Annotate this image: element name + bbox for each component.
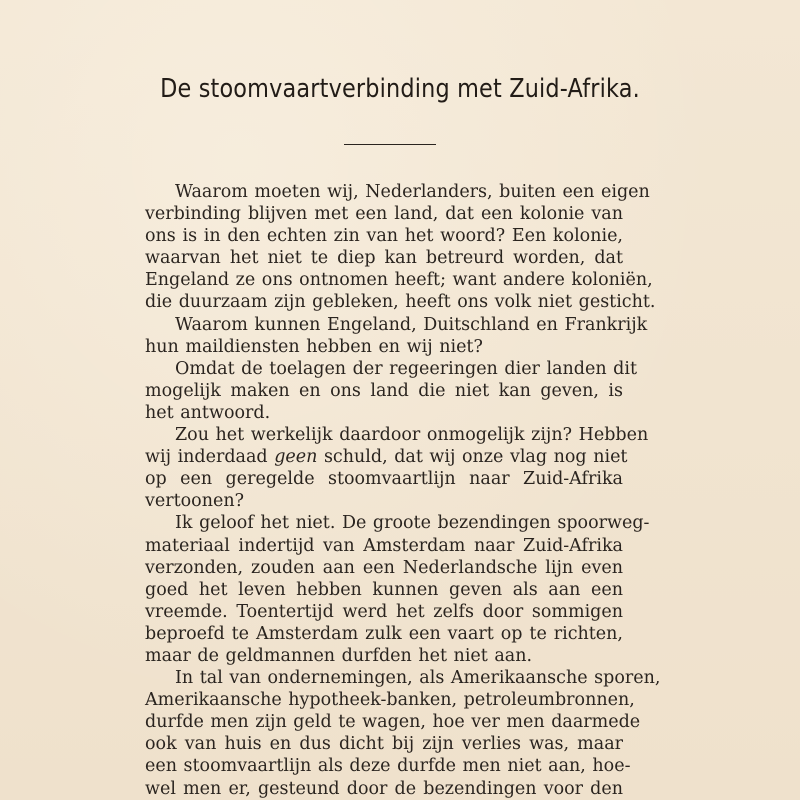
- text-line: maar de geldmannen durfden het niet aan.: [145, 645, 533, 666]
- text-line: beproefd te Amsterdam zulk een vaart op te richten,: [145, 623, 623, 644]
- text-line: goed het leven hebben kunnen geven als aan een: [145, 579, 623, 600]
- body-text: [145, 181, 661, 800]
- text-segment: schuld, dat wij onze vlag nog niet: [317, 447, 628, 468]
- text-line: Amerikaansche hypotheek-banken, petroleumbronnen,: [145, 690, 635, 711]
- text-line: Waarom moeten wij, Nederlanders, buiten een eigen: [175, 182, 650, 202]
- text-line: die duurzaam zijn gebleken, heeft ons volk niet gesticht.: [145, 292, 656, 313]
- text-line: het antwoord.: [145, 402, 271, 423]
- text-line: Omdat de toelagen der regeeringen dier landen dit: [175, 358, 637, 379]
- emphasized-word: geen: [274, 447, 318, 468]
- text-line: vreemde. Toentertijd werd het zelfs door sommigen: [145, 601, 623, 622]
- text-line: In tal van ondernemingen, als Amerikaansche sporen,: [175, 668, 661, 689]
- text-line: Ik geloof het niet. De groote bezendingen spoorweg-: [175, 513, 650, 534]
- text-line: wel men er, gesteund door de bezendingen voor den: [145, 778, 623, 799]
- title-divider: [344, 144, 436, 145]
- text-line: verbinding blijven met een land, dat een kolonie van: [145, 204, 623, 225]
- text-line: een stoomvaartlijn als deze durfde men niet aan, hoe-: [145, 756, 631, 777]
- text-line: ons is in den echten zin van het woord? Een kolonie,: [145, 226, 623, 247]
- text-line: vertoonen?: [145, 491, 244, 512]
- text-line: hun maildiensten hebben en wij niet?: [145, 336, 483, 357]
- text-line-with-emphasis: [145, 446, 628, 468]
- text-line: waarvan het niet te diep kan betreurd worden, dat: [145, 248, 623, 269]
- text-line: verzonden, zouden aan een Nederlandsche lijn even: [145, 557, 623, 578]
- text-line: mogelijk maken en ons land die niet kan geven, is: [145, 380, 623, 401]
- text-line: durfde men zijn geld te wagen, hoe ver men daarmede: [145, 712, 641, 733]
- text-line: ook van huis en dus dicht bij zijn verlies was, maar: [145, 734, 623, 755]
- text-line: Engeland ze ons ontnomen heeft; want andere koloniën,: [145, 270, 653, 291]
- chapter-title: De stoomvaartverbinding met Zuid-Afrika.: [160, 74, 640, 104]
- text-line: Zou het werkelijk daardoor onmogelijk zijn? Hebben: [175, 425, 649, 446]
- text-line: op een geregelde stoomvaartlijn naar Zuid-Afrika: [145, 469, 623, 490]
- text-line: materiaal indertijd van Amsterdam naar Zuid-Afrika: [145, 535, 623, 556]
- text-segment: wij inderdaad: [145, 447, 275, 468]
- text-line: Waarom kunnen Engeland, Duitschland en Frankrijk: [175, 314, 648, 335]
